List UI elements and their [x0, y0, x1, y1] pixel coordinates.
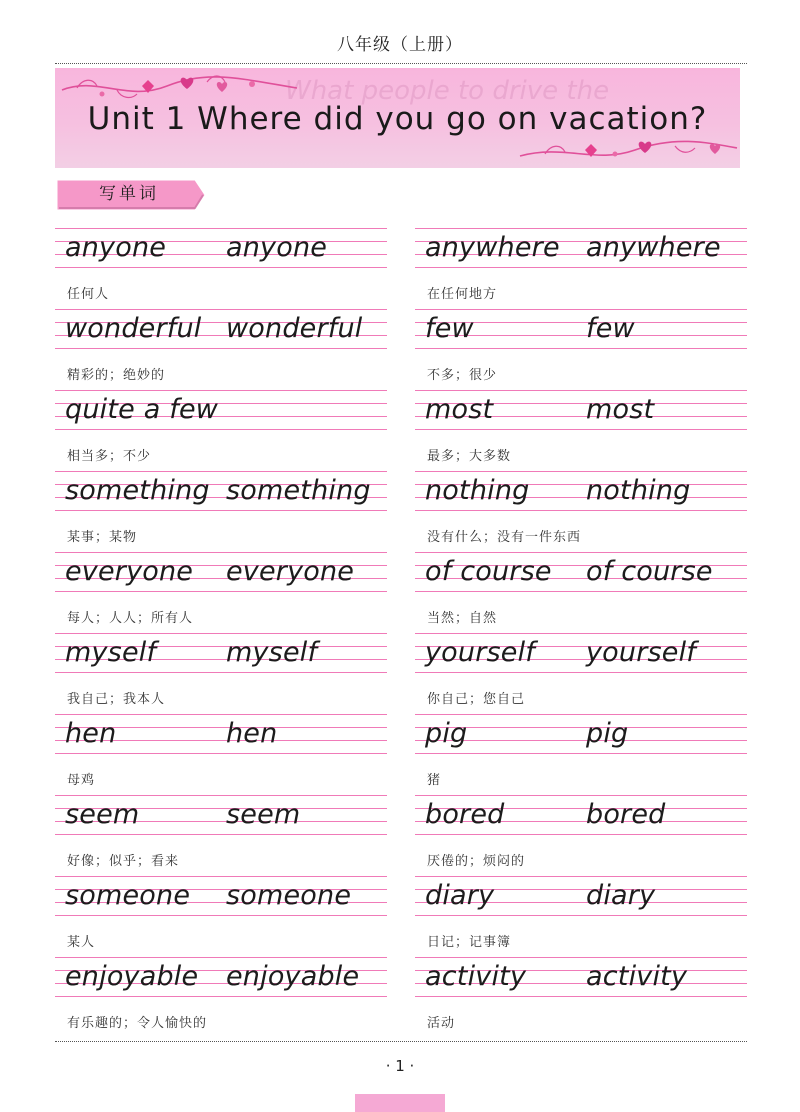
vocab-word: anywhere — [425, 232, 560, 263]
vocab-word-copy: seem — [226, 799, 301, 830]
chinese-meaning: 日记；记事簿 — [427, 935, 512, 950]
vocab-word: yourself — [425, 637, 535, 668]
ruled-line — [415, 915, 747, 916]
word-row — [55, 386, 387, 467]
ruled-line — [55, 996, 387, 997]
vocab-word-copy: myself — [226, 637, 318, 668]
ruled-line — [55, 267, 387, 268]
word-row — [55, 305, 387, 386]
vocab-word-copy: of course — [586, 556, 713, 587]
ruled-line — [55, 795, 387, 796]
chinese-meaning: 你自己；您自己 — [427, 692, 526, 707]
chinese-meaning: 好像；似乎；看来 — [67, 854, 180, 869]
chinese-meaning: 有乐趣的；令人愉快的 — [67, 1016, 208, 1031]
ruled-line — [415, 471, 747, 472]
chinese-meaning: 当然；自然 — [427, 611, 498, 626]
word-column-left — [55, 224, 387, 1034]
vocab-word-copy: most — [586, 394, 655, 425]
vocab-word-copy: activity — [586, 961, 688, 992]
page-tab — [355, 1094, 445, 1112]
chinese-meaning: 我自己；我本人 — [67, 692, 166, 707]
vocab-word: most — [425, 394, 494, 425]
vocab-word-copy: pig — [586, 718, 629, 749]
chinese-meaning: 不多；很少 — [427, 368, 498, 383]
ruled-line — [55, 957, 387, 958]
word-row — [55, 629, 387, 710]
ruled-line — [55, 834, 387, 835]
vocab-word-copy: someone — [226, 880, 352, 911]
word-row — [55, 791, 387, 872]
ruled-line — [415, 510, 747, 511]
ruled-line — [55, 309, 387, 310]
vocab-word-copy: wonderful — [226, 313, 363, 344]
ruled-line — [415, 267, 747, 268]
word-row — [55, 467, 387, 548]
ruled-line — [415, 390, 747, 391]
ruled-line — [55, 591, 387, 592]
ruled-line — [55, 471, 387, 472]
vocab-word-copy: anywhere — [586, 232, 721, 263]
vocab-word: pig — [425, 718, 468, 749]
ruled-line — [55, 672, 387, 673]
vocab-word-copy: hen — [226, 718, 278, 749]
word-row — [415, 629, 747, 710]
page-number: · 1 · — [385, 1057, 415, 1075]
vocab-word-copy: few — [586, 313, 635, 344]
word-row — [55, 872, 387, 953]
ruled-line — [55, 510, 387, 511]
ruled-line — [55, 429, 387, 430]
bottom-divider — [55, 1041, 747, 1042]
section-label: 写单词 — [99, 184, 159, 204]
ruled-line — [55, 714, 387, 715]
floral-vine-icon — [515, 134, 740, 166]
ruled-line — [415, 753, 747, 754]
vocab-word: of course — [425, 556, 552, 587]
banner-watermark: What people to drive the — [285, 76, 610, 106]
top-divider — [55, 63, 747, 64]
ruled-line — [55, 228, 387, 229]
vocab-word: hen — [65, 718, 117, 749]
ruled-line — [415, 348, 747, 349]
grade-title: 八年级（上册） — [337, 35, 463, 55]
vocab-word: something — [65, 475, 210, 506]
ruled-line — [55, 552, 387, 553]
ruled-line — [415, 834, 747, 835]
ruled-line — [55, 348, 387, 349]
vocab-word-copy: bored — [586, 799, 666, 830]
ruled-line — [55, 753, 387, 754]
chinese-meaning: 最多；大多数 — [427, 449, 512, 464]
vocab-word: wonderful — [65, 313, 202, 344]
vocab-word: anyone — [65, 232, 167, 263]
ruled-line — [415, 795, 747, 796]
ruled-line — [415, 552, 747, 553]
section-tag — [55, 178, 207, 210]
vocab-word: few — [425, 313, 474, 344]
ruled-line — [415, 957, 747, 958]
chinese-meaning: 某事；某物 — [67, 530, 138, 545]
ruled-line — [55, 633, 387, 634]
vocab-word: enjoyable — [65, 961, 199, 992]
ruled-line — [415, 309, 747, 310]
ruled-line — [415, 714, 747, 715]
ruled-line — [415, 591, 747, 592]
ruled-line — [55, 876, 387, 877]
word-row — [55, 710, 387, 791]
word-row — [55, 953, 387, 1034]
ruled-line — [415, 429, 747, 430]
ruled-line — [415, 672, 747, 673]
vocab-word: myself — [65, 637, 157, 668]
vocab-word-copy: nothing — [586, 475, 691, 506]
vocab-word: seem — [65, 799, 140, 830]
word-row — [55, 224, 387, 305]
word-row — [415, 224, 747, 305]
word-column-right — [415, 224, 747, 1034]
ruled-line — [415, 876, 747, 877]
chinese-meaning: 在任何地方 — [427, 287, 498, 302]
chinese-meaning: 厌倦的；烦闷的 — [427, 854, 526, 869]
word-row — [415, 791, 747, 872]
chinese-meaning: 活动 — [427, 1016, 456, 1031]
word-row — [415, 548, 747, 629]
word-row — [415, 305, 747, 386]
vocab-word-copy: everyone — [226, 556, 355, 587]
ruled-line — [415, 996, 747, 997]
ruled-line — [55, 390, 387, 391]
vocab-word-copy: anyone — [226, 232, 328, 263]
vocab-word: everyone — [65, 556, 194, 587]
vocab-word: activity — [425, 961, 527, 992]
ruled-line — [55, 915, 387, 916]
vocab-word-copy: something — [226, 475, 371, 506]
chinese-meaning: 每人；人人；所有人 — [67, 611, 194, 626]
chinese-meaning: 没有什么；没有一件东西 — [427, 530, 582, 545]
chinese-meaning: 母鸡 — [67, 773, 96, 788]
word-row — [415, 872, 747, 953]
vocab-word: nothing — [425, 475, 530, 506]
word-row — [415, 467, 747, 548]
chinese-meaning: 猪 — [427, 773, 442, 788]
vocab-word: someone — [65, 880, 191, 911]
vocab-word-copy: enjoyable — [226, 961, 360, 992]
word-row — [415, 710, 747, 791]
vocab-word: quite a few — [65, 394, 219, 425]
word-row — [415, 953, 747, 1034]
ruled-line — [415, 633, 747, 634]
unit-banner — [55, 68, 740, 168]
vocab-word: diary — [425, 880, 495, 911]
vocab-word-copy: yourself — [586, 637, 696, 668]
unit-title: Unit 1 Where did you go on vacation? — [87, 101, 708, 137]
chinese-meaning: 精彩的；绝妙的 — [67, 368, 166, 383]
vocab-word-copy: diary — [586, 880, 656, 911]
chinese-meaning: 任何人 — [67, 287, 110, 302]
chinese-meaning: 某人 — [67, 935, 96, 950]
ruled-line — [415, 228, 747, 229]
word-row — [55, 548, 387, 629]
vocab-word: bored — [425, 799, 505, 830]
word-row — [415, 386, 747, 467]
chinese-meaning: 相当多；不少 — [67, 449, 152, 464]
